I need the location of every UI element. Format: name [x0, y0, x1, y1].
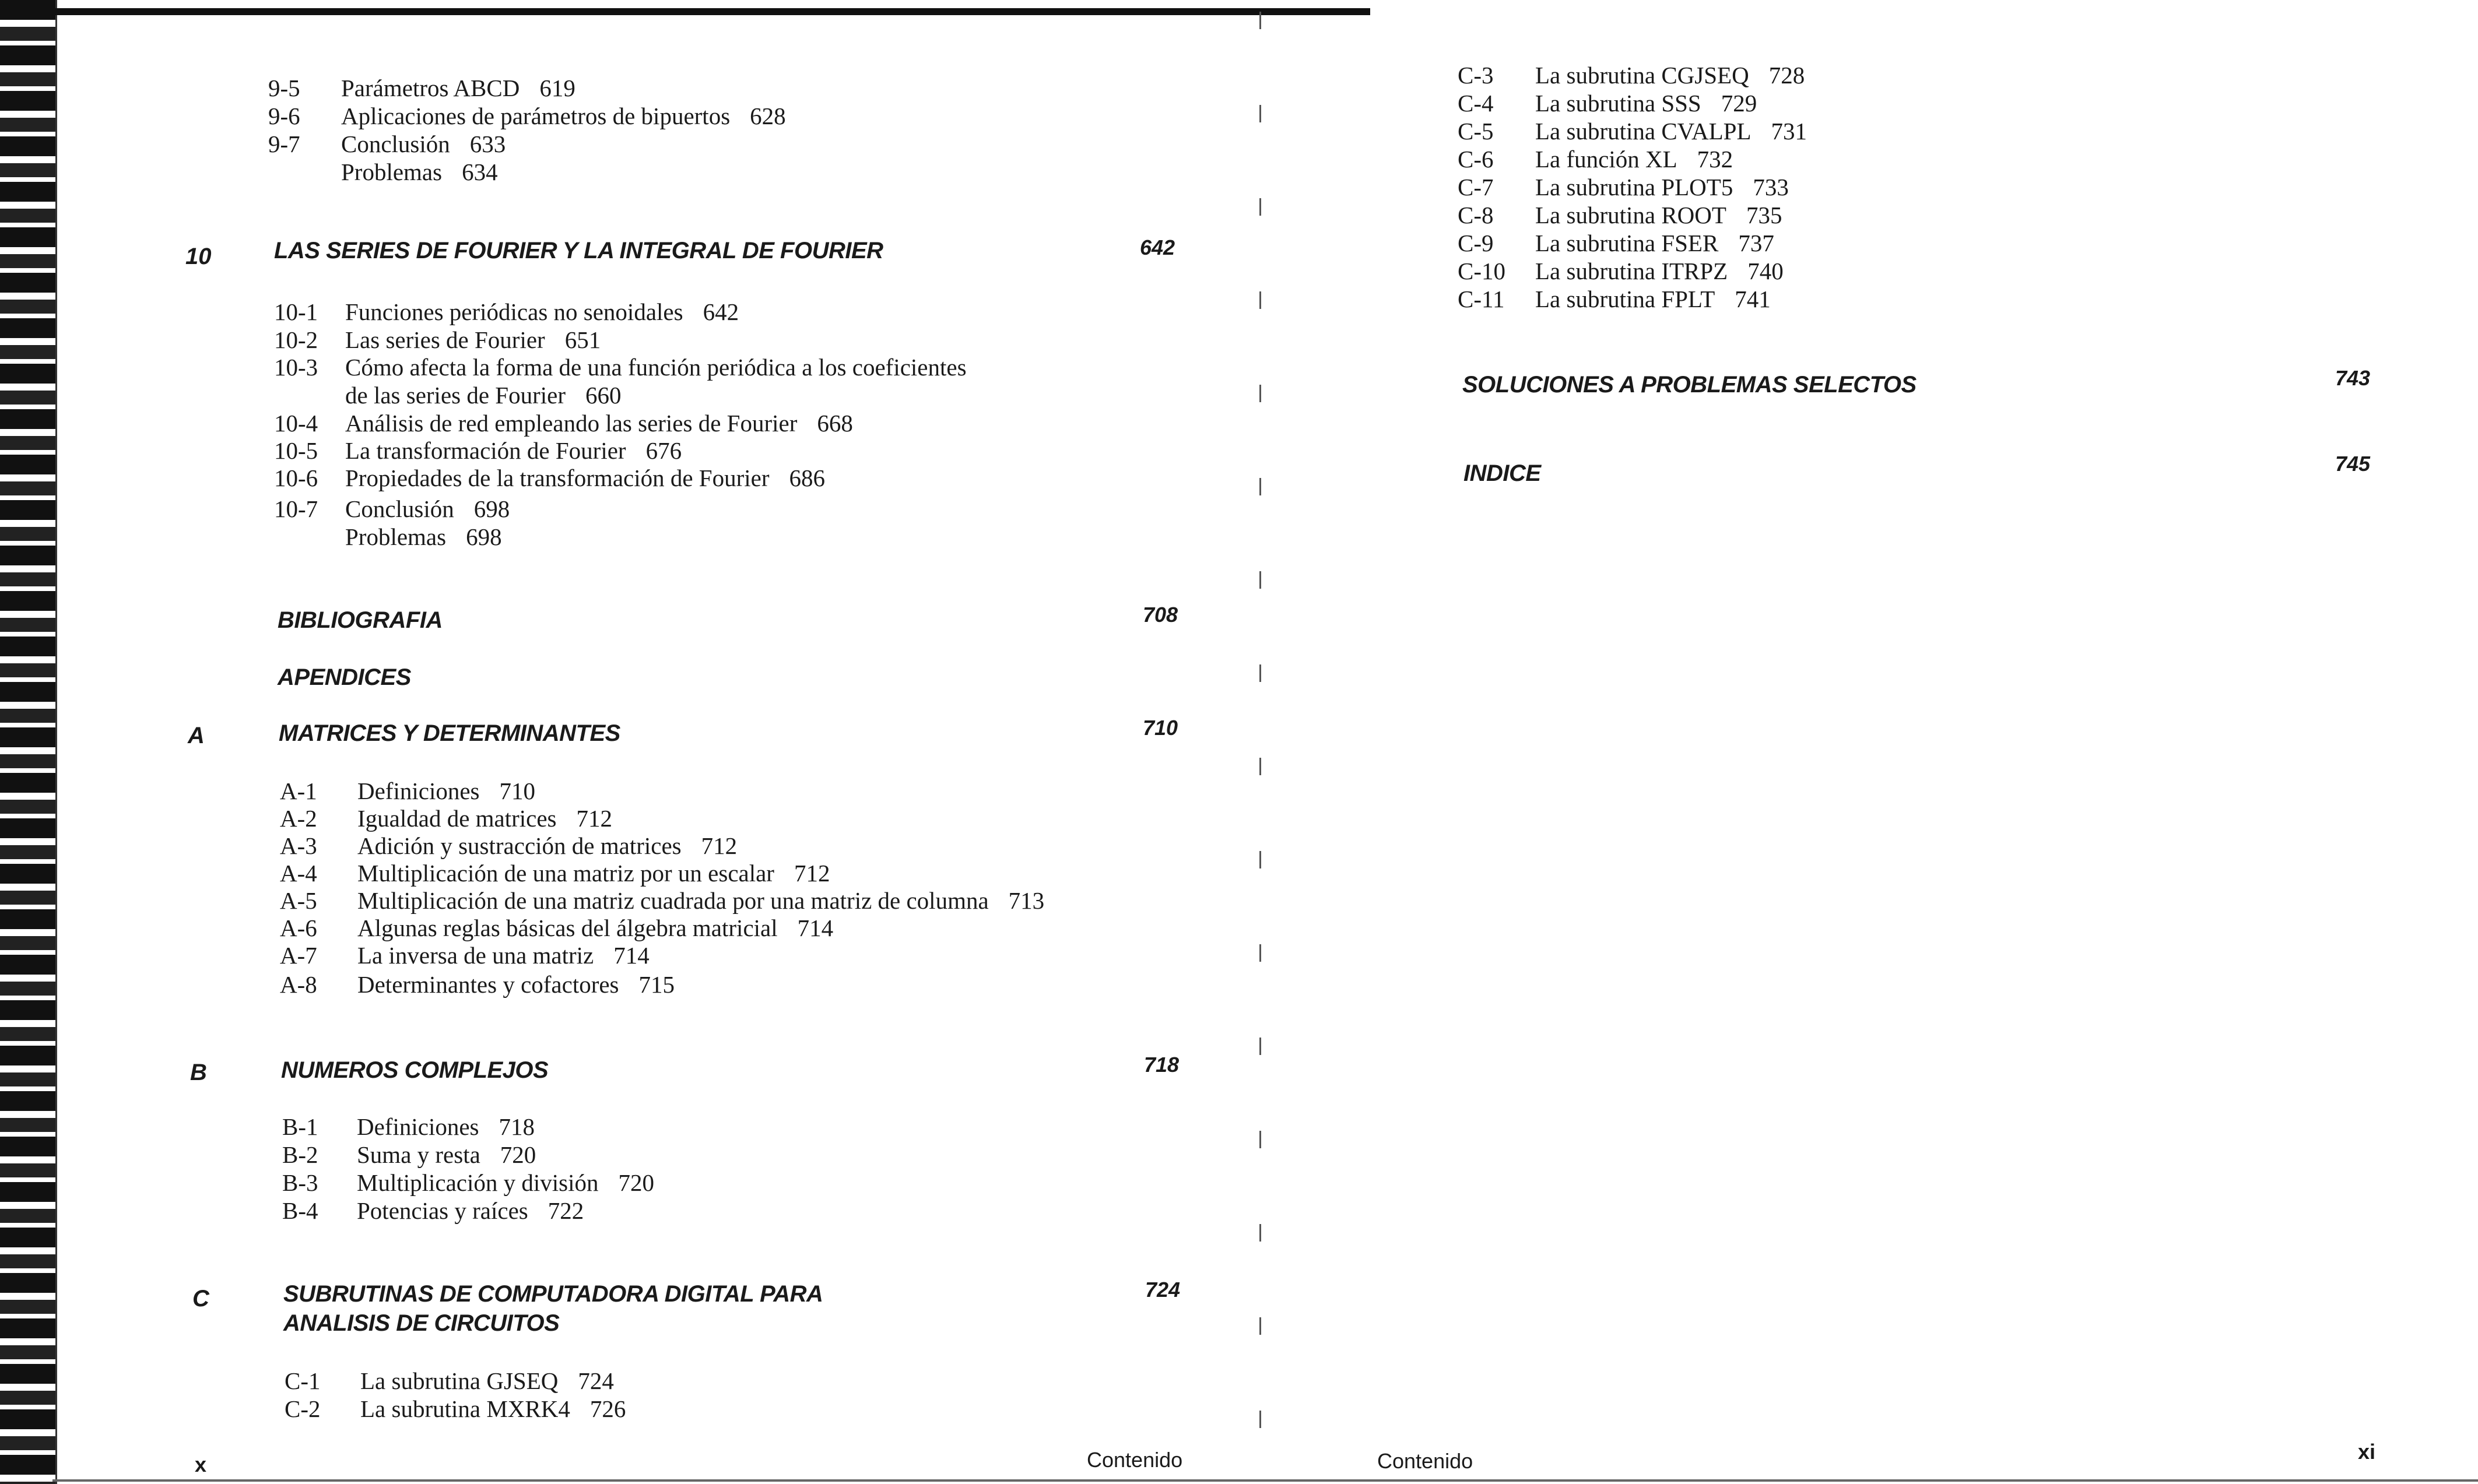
entry-title: La transformación de Fourier — [345, 437, 626, 464]
entry-title: La inversa de una matriz — [357, 942, 594, 969]
entry-title: Definiciones — [357, 778, 480, 804]
entry-title: Multiplicación de una matriz por un escalar — [357, 860, 774, 887]
entry-page: 733 — [1753, 174, 1789, 201]
indice-page: 745 — [2335, 452, 2371, 476]
entry-title: Análisis de red empleando las series de Fourier — [345, 410, 798, 437]
entry-title: Multiplicación de una matriz cuadrada por una matriz de columna — [357, 887, 989, 914]
bibliografia-page: 708 — [1143, 603, 1178, 627]
entry-title: La subrutina ROOT — [1535, 202, 1726, 228]
appendix-page: 710 — [1143, 716, 1178, 740]
bibliografia-title: BIBLIOGRAFIA — [278, 607, 443, 633]
entry-title: Parámetros ABCD — [341, 75, 520, 101]
entry-page: 735 — [1746, 202, 1782, 228]
entry-page: 741 — [1735, 286, 1771, 312]
entry-page: 714 — [613, 942, 650, 969]
entry-title: La subrutina SSS — [1535, 90, 1701, 117]
entry-page: 714 — [797, 915, 834, 941]
entry-page: 710 — [499, 778, 535, 804]
entry-title: Potencias y raíces — [357, 1197, 528, 1224]
entry-title: La subrutina PLOT5 — [1535, 174, 1733, 201]
entry-page: 718 — [499, 1113, 535, 1140]
entry-title: La subrutina ITRPZ — [1535, 258, 1728, 284]
page-fold — [1259, 12, 1261, 1469]
soluciones-page: 743 — [2335, 366, 2371, 390]
entry-page: 698 — [473, 495, 510, 522]
entry-title: Determinantes y cofactores — [357, 971, 619, 998]
entry-title: Conclusión — [345, 495, 454, 522]
apendices-title: APENDICES — [278, 664, 411, 690]
appendix-title-line2: ANALISIS DE CIRCUITOS — [283, 1310, 560, 1336]
entry-page: 712 — [794, 860, 830, 887]
entry-title: Algunas reglas básicas del álgebra matricial — [357, 915, 778, 941]
footer-label: Contenido — [1377, 1449, 1473, 1473]
entry-page: 619 — [539, 75, 575, 101]
appendix-letter: A — [188, 723, 205, 748]
appendix-title-line1: SUBRUTINAS DE COMPUTADORA DIGITAL PARA — [283, 1281, 823, 1307]
entry-page: 642 — [703, 298, 739, 325]
entry-title: La subrutina CVALPL — [1535, 118, 1752, 145]
entry-page: 668 — [817, 410, 853, 437]
appendix-title: NUMEROS COMPLEJOS — [281, 1057, 549, 1083]
entry-page: 740 — [1747, 258, 1784, 284]
entry-page: 676 — [645, 437, 682, 464]
entry-page: 732 — [1697, 146, 1733, 173]
entry-page: 715 — [638, 971, 675, 998]
footer-label: Contenido — [1087, 1448, 1183, 1472]
entry-page: 728 — [1768, 62, 1805, 89]
entry-page: 712 — [576, 805, 613, 832]
chapter-number: 10 — [185, 244, 212, 269]
entry-title: La subrutina CGJSEQ — [1535, 62, 1749, 89]
chapter-title: LAS SERIES DE FOURIER Y LA INTEGRAL DE FOURIER — [274, 238, 883, 263]
entry-page: 633 — [469, 131, 506, 157]
appendix-page: 724 — [1145, 1278, 1181, 1302]
entry-title: Funciones periódicas no senoidales — [345, 298, 683, 325]
spiral-binding — [0, 0, 57, 1484]
entry-title: La subrutina FPLT — [1535, 286, 1715, 312]
appendix-page: 718 — [1144, 1053, 1180, 1077]
entry-page: 722 — [547, 1197, 584, 1224]
entry-page: 634 — [462, 159, 498, 185]
chapter-page: 642 — [1140, 235, 1175, 259]
page-number: x — [195, 1453, 207, 1476]
entry-page: 686 — [789, 465, 826, 491]
entry-title: Problemas — [345, 523, 447, 550]
entry-title: Aplicaciones de parámetros de bipuertos — [341, 103, 731, 129]
entry-page: 628 — [750, 103, 786, 129]
entry-title: Propiedades de la transformación de Fourier — [345, 465, 770, 491]
entry-page: 698 — [466, 523, 502, 550]
entry-title: Problemas — [341, 159, 443, 185]
entry-page: 720 — [500, 1141, 536, 1168]
appendix-title: MATRICES Y DETERMINANTES — [279, 720, 620, 746]
entry-page: 724 — [578, 1367, 614, 1394]
entry-title: de las series de Fourier — [345, 382, 566, 409]
right-page: C-3 La subrutina CGJSEQ 728 C-4 La subrutina SSS 729 C-5 La subrutina CVALPL 731 C-6 La función XL 732 C-7 La subrutina PLOT5 733 C-8 La subrutina ROOT 735 C-9 La subrutina FSER 737 C-10 La subrutina ITRPZ 740 C-11 La subrutina FPLT 741 SOLUCIONES A PROBLEMAS SELECTOS 743 INDICE 745 Contenido xi — [1377, 62, 2376, 1473]
appendix-letter: C — [192, 1286, 209, 1311]
page-number: xi — [2358, 1440, 2376, 1464]
entry-page: 660 — [585, 382, 622, 409]
entry-page: 726 — [589, 1395, 626, 1422]
appendix-letter: B — [190, 1060, 207, 1085]
entry-page: 651 — [564, 326, 601, 353]
entry-title: Las series de Fourier — [345, 326, 545, 353]
soluciones-title: SOLUCIONES A PROBLEMAS SELECTOS — [1462, 372, 1917, 398]
entry-title: La subrutina MXRK4 — [360, 1395, 570, 1422]
entry-title: Conclusión — [341, 131, 450, 157]
left-page: 9-5 Parámetros ABCD 619 9-6 Aplicaciones de parámetros de bipuertos 628 9-7 Conclusión 633 Problemas 634 10 LAS SERIES DE FOURIER Y LA INTEGRAL DE FOURIER 642 10-1 Funciones periódicas no senoidales 642 10-2 Las series de Fourier 651 10-3 Cómo afecta la forma de una función periódica a los coeficientes de las series de Fourier 660 10-4 Análisis de red empleando las series de Fourier 668 10-5 La transformación de Fourier 676 10-6 Propiedades de la transformación de Fourier 686 10-7 Conclusión 698 Problemas 698 BIBLIOGRAFIA 708 APENDICES A MATRICES Y DETERMINANTES 710 A-1 Definiciones 710 A-2 Igualdad de matrices 712 A-3 Adición y sustracción de matrices 712 A-4 Multiplicación de una matriz por un escalar 712 A-5 Multiplicación de una matriz cuadrada por una matriz de columna 713 A-6 Algunas reglas básicas del álgebra matricial 714 A-7 La inversa de una matriz 714 A-8 Determinantes y cofactores 715 B NUMEROS COMPLEJOS 718 B-1 Definiciones 718 B-2 Suma y resta 720 B-3 Multiplicación y división 720 B-4 Potencias y raíces 722 C SUBRUTINAS DE COMPUTADORA DIGITAL PARA ANALISIS DE CIRCUITOS 724 C-1 La subrutina GJSEQ 724 C-2 La subrutina MXRK4 726 x Contenido — [185, 75, 1183, 1476]
entry-title: Adición y sustracción de matrices — [357, 832, 682, 859]
entry-page: 737 — [1738, 230, 1774, 256]
entry-title: Igualdad de matrices — [357, 805, 557, 832]
entry-title: Suma y resta — [357, 1141, 480, 1168]
entry-page: 729 — [1721, 90, 1757, 117]
entry-title: La subrutina FSER — [1535, 230, 1719, 256]
entry-title: Cómo afecta la forma de una función periódica a los coeficientes — [345, 354, 967, 381]
entry-title: Multiplicación y división — [357, 1169, 599, 1196]
entry-title: La subrutina GJSEQ — [360, 1367, 559, 1394]
entry-page: 720 — [618, 1169, 655, 1196]
entry-title: La función XL — [1535, 146, 1677, 173]
entry-title: Definiciones — [357, 1113, 479, 1140]
entry-page: 713 — [1008, 887, 1045, 914]
entry-page: 731 — [1771, 118, 1807, 145]
indice-title: INDICE — [1463, 460, 1541, 486]
entry-page: 712 — [701, 832, 738, 859]
